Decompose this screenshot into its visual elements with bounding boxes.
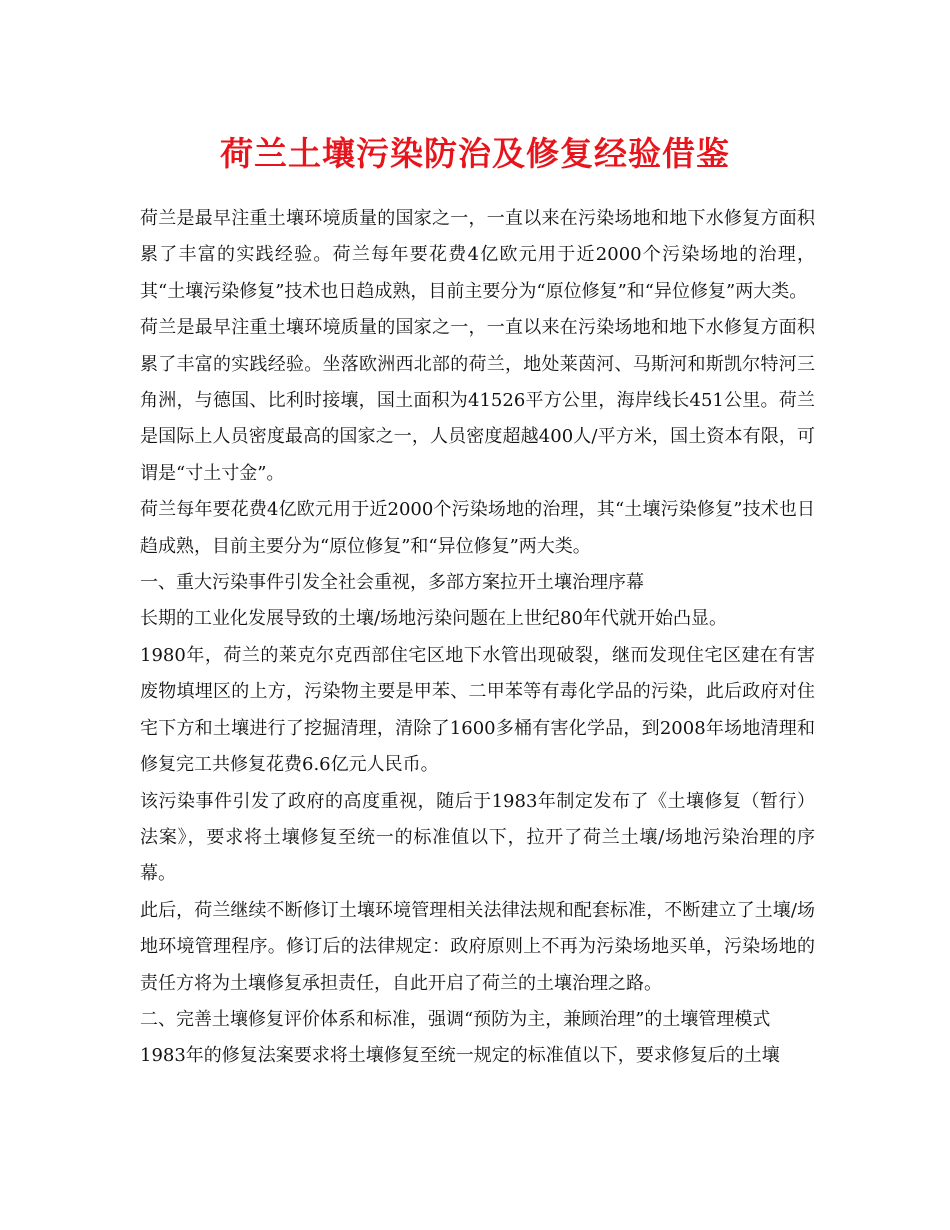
paragraph: 荷兰每年要花费4亿欧元用于近2000个污染场地的治理，其“土壤污染修复”技术也日趋成熟，目前主要分为“原位修复”和“异位修复”两大类。 xyxy=(140,499,815,557)
paragraph: 该污染事件引发了政府的高度重视，随后于1983年制定发布了《土壤修复（暂行）法案》，要求将土壤修复至统一的标准值以下，拉开了荷兰土壤/场地污染治理的序幕。 xyxy=(140,790,815,885)
section-heading: 一、重大污染事件引发全社会重视，多部方案拉开土壤治理序幕 xyxy=(140,572,644,594)
section-heading: 二、完善土壤修复评价体系和标准，强调“预防为主，兼顾治理”的土壤管理模式 xyxy=(140,1008,771,1030)
paragraph: 荷兰是最早注重土壤环境质量的国家之一，一直以来在污染场地和地下水修复方面积累了丰富的实践经验。坐落欧洲西北部的荷兰，地处莱茵河、马斯河和斯凯尔特河三角洲，与德国、比利时接壤，国土面积为41526平方公里，海岸线长451公里。荷兰是国际上人员密度最高的国家之一，人员密度超越400人/平方米，国土资本有限，可谓是“寸土寸金”。 xyxy=(140,317,815,484)
paragraph: 此后，荷兰继续不断修订土壤环境管理相关法律法规和配套标准，不断建立了土壤/场地环境管理程序。修订后的法律规定：政府原则上不再为污染场地买单，污染场地的责任方将为土壤修复承担责任，自此开启了荷兰的土壤治理之路。 xyxy=(140,899,815,994)
document-title: 荷兰土壤污染防治及修复经验借鉴 xyxy=(220,134,730,173)
document-body xyxy=(140,201,815,1075)
paragraph: 1983年的修复法案要求将土壤修复至统一规定的标准值以下，要求修复后的土壤 xyxy=(140,1045,780,1067)
paragraph: 荷兰是最早注重土壤环境质量的国家之一，一直以来在污染场地和地下水修复方面积累了丰富的实践经验。荷兰每年要花费4亿欧元用于近2000个污染场地的治理，其“土壤污染修复”技术也日趋成熟，目前主要分为“原位修复”和“异位修复”两大类。 xyxy=(140,208,815,302)
paragraph: 长期的工业化发展导致的土壤/场地污染问题在上世纪80年代就开始凸显。 xyxy=(140,608,727,630)
paragraph: 1980年，荷兰的莱克尔克西部住宅区地下水管出现破裂，继而发现住宅区建在有害废物填埋区的上方，污染物主要是甲苯、二甲苯等有毒化学品的污染，此后政府对住宅下方和土壤进行了挖掘清理，清除了1600多桶有害化学品，到2008年场地清理和修复完工共修复花费6.6亿元人民币。 xyxy=(140,644,815,776)
